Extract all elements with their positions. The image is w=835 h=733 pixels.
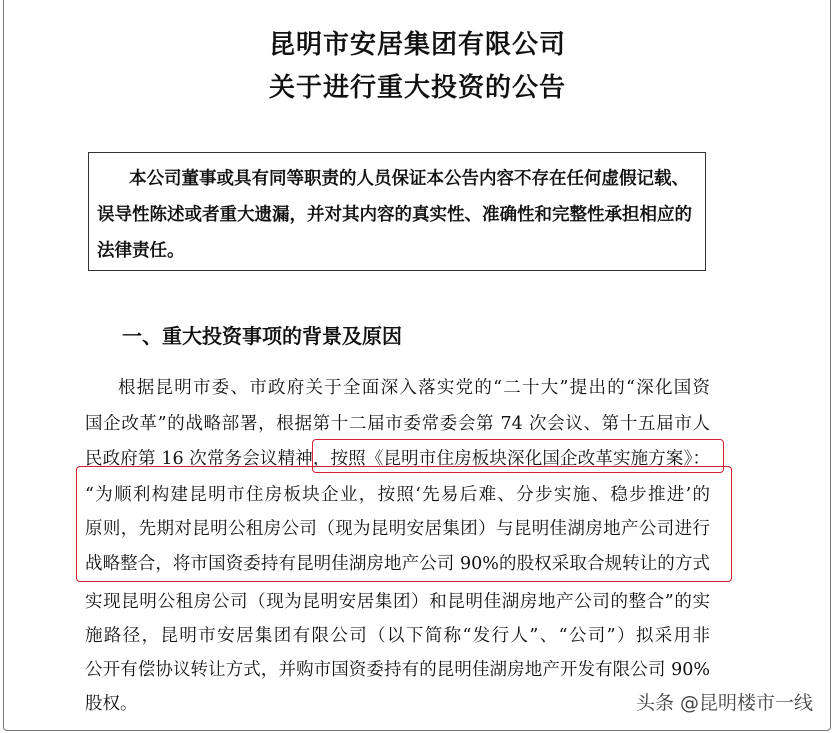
body-line: 施路径，昆明市安居集团有限公司（以下简称“发行人”、“公司”）拟采用非 — [85, 626, 710, 646]
disclaimer-box — [88, 152, 706, 271]
body-line: 实现昆明公租房公司（现为昆明安居集团）和昆明佳湖房地产公司的整合”的实 — [85, 592, 710, 612]
body-line: 民政府第 16 次常务会议精神，按照《昆明市住房板块深化国企改革实施方案》： — [85, 449, 710, 469]
watermark: 头条 @昆明楼市一线 — [635, 692, 813, 714]
body-line: 公开有偿协议转让方式，并购市国资委持有的昆明佳湖房地产开发有限公司 90% — [85, 660, 710, 680]
body-line: 原则，先期对昆明公租房公司（现为昆明安居集团）与昆明佳湖房地产公司进行 — [85, 519, 710, 539]
disclaimer-line: 本公司董事或具有同等职责的人员保证本公告内容不存在任何虚假记载、 — [129, 169, 689, 189]
disclaimer-line: 法律责任。 — [97, 241, 185, 261]
section-heading: 一、重大投资事项的背景及原因 — [122, 324, 402, 348]
highlight-box-plan-quote — [76, 466, 732, 582]
body-line: 国企改革”的战略部署，根据第十二届市委常委会第 74 次会议、第十五届市人 — [85, 414, 710, 434]
title-line-1: 昆明市安居集团有限公司 — [268, 30, 566, 60]
body-line: “为顺利构建昆明市住房板块企业，按照‘先易后难、分步实施、稳步推进’的 — [85, 485, 710, 505]
body-line: 根据昆明市委、市政府关于全面深入落实党的“二十大”提出的“深化国资 — [118, 378, 710, 398]
disclaimer-line: 误导性陈述或者重大遗漏，并对其内容的真实性、准确性和完整性承担相应的 — [97, 205, 692, 225]
body-line: 战略整合，将市国资委持有昆明佳湖房地产公司 90%的股权采取合规转让的方式 — [85, 554, 710, 574]
title-line-2: 关于进行重大投资的公告 — [268, 73, 566, 103]
body-line: 股权。 — [85, 694, 138, 714]
